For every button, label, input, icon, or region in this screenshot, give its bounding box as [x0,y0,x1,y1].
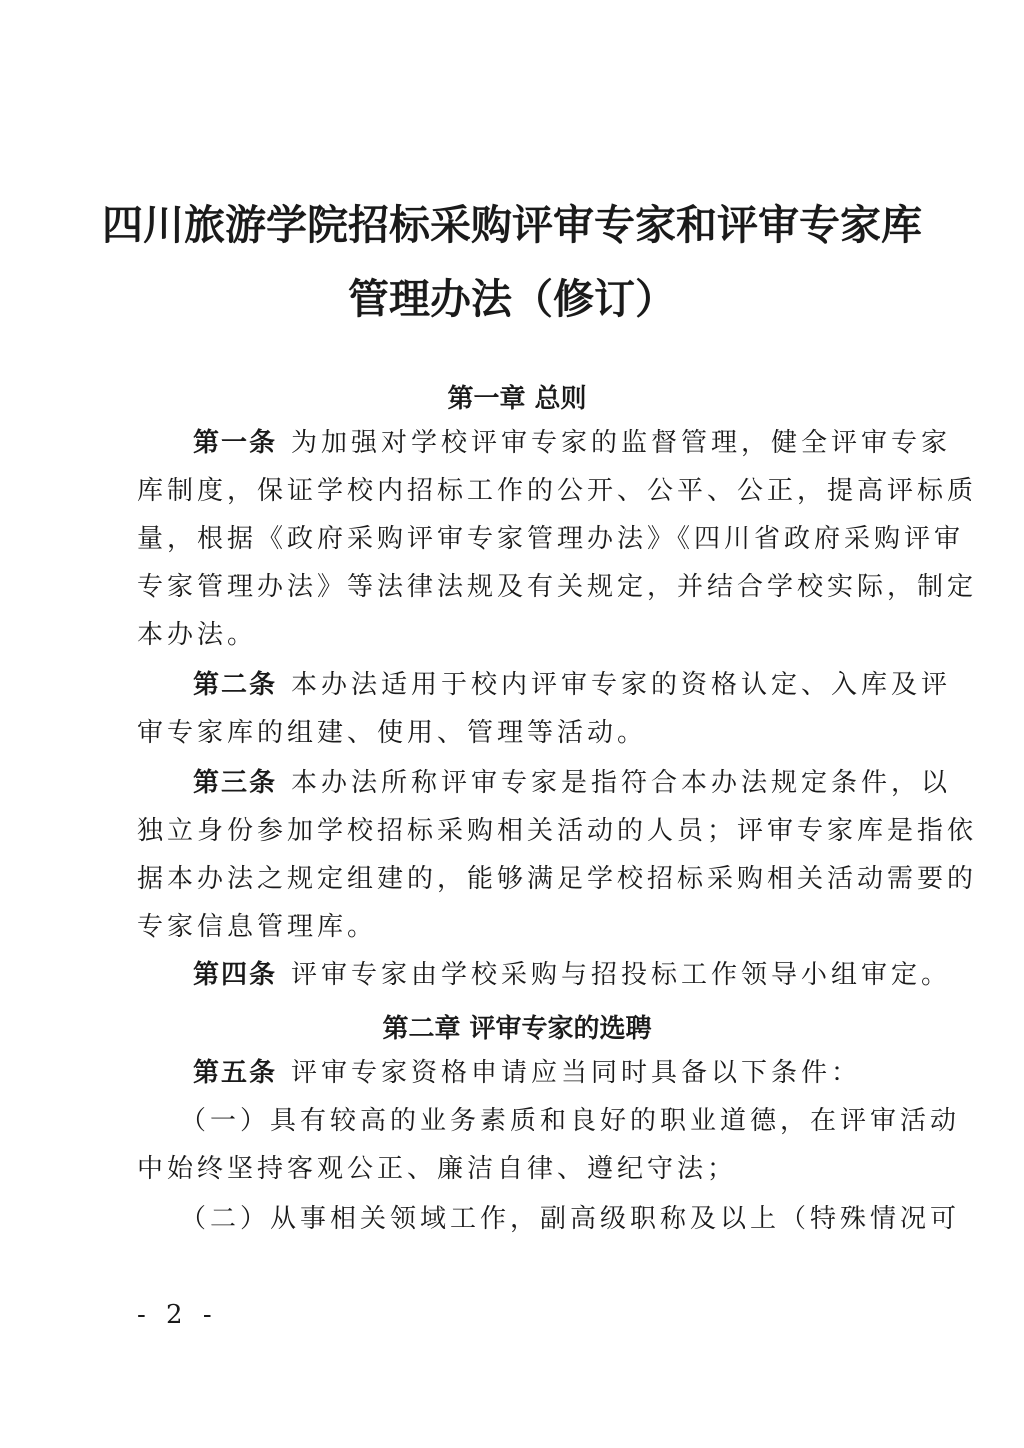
article-2-label: 第二条 [193,670,278,700]
page-number: - 2 - [137,1300,218,1330]
article-3-line-3: 据本办法之规定组建的，能够满足学校招标采购相关活动需要的 [137,864,978,894]
article-3-line-2: 独立身份参加学校招标采购相关活动的人员；评审专家库是指依 [137,816,978,846]
article-4-line-1 [193,958,952,992]
article-2-text-1: 本办法适用于校内评审专家的资格认定、入库及评 [291,670,952,700]
chapter-2-heading: 第二章 评审专家的选聘 [382,1014,652,1044]
article-2-line-2: 审专家库的组建、使用、管理等活动。 [137,718,648,748]
chapter-1-heading: 第一章 总则 [447,384,587,414]
article-1-line-5: 本办法。 [137,620,258,650]
condition-2-line-1: （二）从事相关领域工作，副高级职称及以上（特殊情况可 [180,1204,961,1234]
document-title-line-1: 四川旅游学院招标采购评审专家和评审专家库 [102,201,922,249]
condition-1-line-1: （一）具有较高的业务素质和良好的职业道德，在评审活动 [180,1106,961,1136]
article-2-line-1 [193,668,952,702]
article-4-text-1: 评审专家由学校采购与招投标工作领导小组审定。 [291,960,952,990]
article-3-text-1: 本办法所称评审专家是指符合本办法规定条件，以 [291,768,952,798]
article-1-line-3: 量，根据《政府采购评审专家管理办法》《四川省政府采购评审 [137,524,965,554]
article-3-label: 第三条 [193,768,278,798]
article-1-line-2: 库制度，保证学校内招标工作的公开、公平、公正，提高评标质 [137,476,978,506]
article-3-line-4: 专家信息管理库。 [137,912,378,942]
article-5-label: 第五条 [193,1058,278,1088]
article-5-text-1: 评审专家资格申请应当同时具备以下条件： [291,1058,862,1088]
article-5-line-1 [193,1056,897,1090]
article-1-text-1: 为加强对学校评审专家的监督管理，健全评审专家 [291,428,952,458]
article-3-line-1 [193,766,952,800]
article-4-label: 第四条 [193,960,278,990]
document-title-line-2: 管理办法（修订） [348,275,676,323]
article-1-line-1 [193,426,952,460]
article-1-label: 第一条 [193,428,278,458]
condition-1-line-2: 中始终坚持客观公正、廉洁自律、遵纪守法； [137,1154,738,1184]
article-1-line-4: 专家管理办法》等法律法规及有关规定，并结合学校实际，制定 [137,572,978,602]
